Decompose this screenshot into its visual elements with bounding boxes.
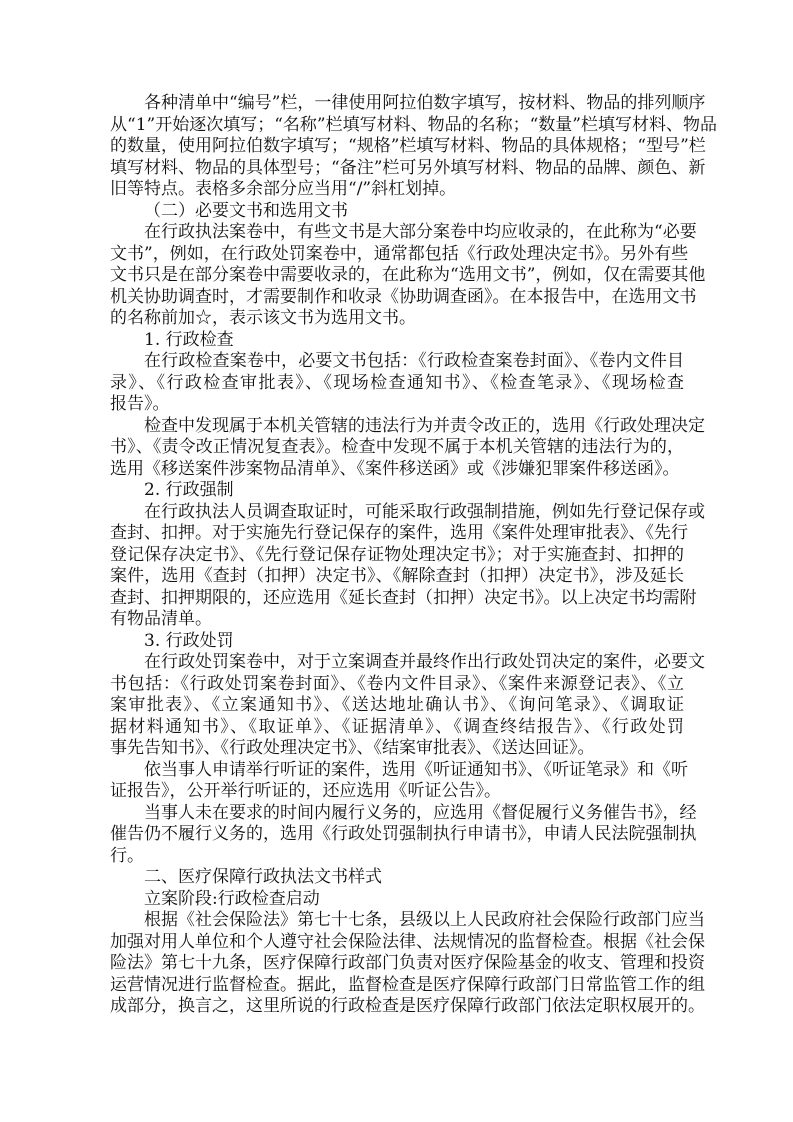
text-line: 填写材料、物品的具体型号；“备注”栏可另外填写材料、物品的品牌、颜色、新 [110, 157, 706, 178]
text-line: 从“1”开始逐次填写；“名称”栏填写材料、物品的名称；“数量”栏填写材料、物品 [110, 114, 717, 135]
text-line: 成部分，换言之，这里所说的行政检查是医疗保障行政部门依法定职权展开的。 [110, 996, 705, 1016]
text-line: 有物品清单。 [110, 609, 212, 629]
text-line: 依当事人申请举行听证的案件，选用《听证通知书》、《听证笔录》和《听 [144, 759, 688, 780]
text-line: 的名称前加☆，表示该文书为选用文书。 [110, 308, 416, 328]
text-line: 文书只是在部分案卷中需要收录的，在此称为“选用文书”，例如，仅在需要其他 [110, 265, 706, 285]
text-line: 事先告知书》、《行政处理决定书》、《结案审批表》、《送达回证》。 [110, 738, 595, 758]
text-line: 加强对用人单位和个人遵守社会保险法律、法规情况的监督检查。根据《社会保 [110, 931, 705, 952]
text-line: 行。 [110, 845, 144, 866]
text-line: 选用《移送案件涉案物品清单》、《案件移送函》或《涉嫌犯罪案件移送函》。 [110, 458, 680, 479]
text-line: 书包括：《行政处罚案卷封面》、《卷内文件目录》、《案件来源登记表》、《立 [110, 673, 684, 694]
text-line: 报告》。 [110, 394, 170, 414]
paragraph [110, 910, 705, 1018]
text-line: 根据《社会保险法》第七十七条，县级以上人民政府社会保险行政部门应当 [144, 910, 705, 930]
paragraph [110, 93, 717, 201]
paragraph [110, 222, 706, 330]
paragraph [110, 652, 705, 760]
text-line: 二、医疗保障行政执法文书样式 [144, 867, 382, 887]
text-line: 在行政处罚案卷中，对于立案调查并最终作出行政处罚决定的案件，必要文 [144, 652, 705, 672]
text-line: 3. 行政处罚 [144, 630, 234, 651]
text-line: 案审批表》、《立案通知书》、《送达地址确认书》、《询问笔录》、《调取证 [110, 695, 684, 715]
section-heading [110, 867, 684, 889]
section-heading [110, 631, 684, 653]
text-line: 运营情况进行监督检查。据此，监督检查是医疗保障行政部门日常监管工作的组 [110, 974, 705, 995]
text-line: 当事人未在要求的时间内履行义务的，应选用《督促履行义务催告书》，经 [144, 802, 697, 823]
text-line: 险法》第七十九条，医疗保障行政部门负责对医疗保险基金的收支、管理和投资 [110, 953, 705, 973]
text-line: 查封、扣押期限的，还应选用《延长查封（扣押）决定书》。以上决定书均需附 [110, 587, 697, 608]
text-line: 查封、扣押。对于实施先行登记保存的案件，选用《案件处理审批表》、《先行 [110, 523, 688, 543]
text-line: 在行政检查案卷中，必要文书包括：《行政检查案卷封面》、《卷内文件目 [144, 351, 684, 371]
document-page [110, 93, 717, 1018]
text-line: 旧等特点。表格多余部分应当用“/”斜杠划掉。 [110, 179, 457, 199]
paragraph [110, 501, 705, 631]
text-line: 据材料通知书》、《取证单》、《证据清单》、《调查终结报告》、《行政处罚 [110, 716, 684, 737]
section-heading [110, 889, 684, 911]
section-heading [110, 480, 684, 502]
text-line: （二）必要文书和选用文书 [144, 200, 348, 221]
paragraph [110, 415, 705, 481]
text-line: 书》、《责令改正情况复查表》。检查中发现不属于本机关管辖的违法行为的， [110, 437, 684, 457]
text-line: 各种清单中“编号”栏，一律使用阿拉伯数字填写，按材料、物品的排列顺序 [144, 93, 706, 113]
text-line: 立案阶段:行政检查启动 [144, 888, 320, 909]
text-line: 的数量，使用阿拉伯数字填写；“规格”栏填写材料、物品的具体规格；“型号”栏 [110, 136, 706, 156]
text-line: 在行政执法案卷中，有些文书是大部分案卷中均应收录的，在此称为“必要 [144, 222, 697, 242]
paragraph [110, 351, 684, 416]
text-line: 证报告》，公开举行听证的，还应选用《听证公告》。 [110, 781, 501, 801]
text-line: 机关协助调查时，才需要制作和收录《协助调查函》。在本报告中，在选用文书 [110, 286, 697, 307]
text-line: 录》、《行政检查审批表》、《现场检查通知书》、《检查笔录》、《现场检查 [110, 372, 684, 393]
text-line: 催告仍不履行义务的，选用《行政处罚强制执行申请书》，申请人民法院强制执 [110, 824, 697, 844]
text-line: 在行政执法人员调查取证时，可能采取行政强制措施，例如先行登记保存或 [144, 501, 705, 522]
text-line: 案件，选用《查封（扣押）决定书》、《解除查封（扣押）决定书》，涉及延长 [110, 566, 684, 586]
text-line: 2. 行政强制 [144, 480, 234, 500]
paragraph [110, 802, 697, 868]
section-heading [110, 201, 684, 223]
text-line: 登记保存决定书》、《先行登记保存证物处理决定书》；对于实施查封、扣押的 [110, 544, 684, 565]
section-heading [110, 330, 684, 352]
text-line: 检查中发现属于本机关管辖的违法行为并责令改正的，选用《行政处理决定 [144, 415, 705, 436]
text-line: 1. 行政检查 [144, 329, 234, 350]
paragraph [110, 759, 688, 803]
text-line: 文书”，例如，在行政处罚案卷中，通常都包括《行政处理决定书》。另外有些 [110, 243, 689, 264]
